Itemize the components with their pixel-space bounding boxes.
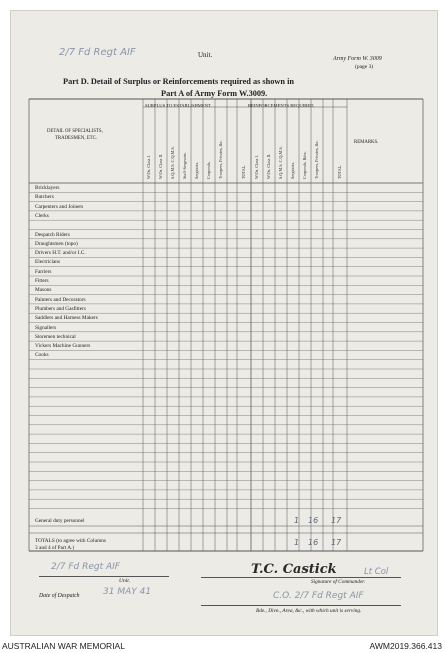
detail-header-2: TRADESMEN, ETC.	[55, 136, 97, 141]
reinforcement-column-header: W.Os. Class II.	[266, 153, 271, 179]
row-label: Painters and Decorators	[35, 296, 86, 303]
row-label: Plumbers and Gasfitters	[35, 305, 86, 312]
row-label: Storemen technical	[35, 333, 76, 340]
row-label: Carpenters and Joiners	[35, 203, 84, 210]
reinforcements-header: REINFORCEMENTS REQUIRED.	[248, 103, 315, 108]
page-reference: (page 3)	[355, 64, 374, 70]
footer-right: AWM2019.366.413	[369, 641, 442, 651]
bde-handwritten: C.O. 2/7 Fd Regt AIF	[273, 591, 364, 601]
row-label: Bricklayers	[35, 185, 60, 191]
date-label: Date of Despatch	[39, 593, 80, 599]
row-label: Vickers Machine Gunners	[35, 343, 91, 350]
signature-rank: Lt Col	[364, 567, 389, 577]
row-label: Clerks	[35, 212, 49, 219]
title-line-2: Part A of Army Form W.3009.	[161, 89, 268, 98]
unit-label: Unit.	[198, 51, 213, 59]
signoff-unit-label: Unit.	[119, 578, 131, 584]
signature-label: Signature of Commander.	[311, 579, 366, 585]
reinforcement-column-header: Corporals. Bdrs.	[302, 151, 307, 179]
surplus-column-header: W.Os. Class II.	[158, 153, 163, 179]
reinforcement-column-header: Sergeants.	[290, 161, 295, 179]
unit-handwritten: 2/7 Fd Regt AIF	[59, 47, 136, 58]
totals-value-1: 1	[294, 538, 300, 547]
unit-line	[39, 576, 169, 577]
surplus-column-header: S.Q.M.S. C.Q.M.S.	[170, 146, 175, 179]
bde-label: Bde., Divn., Area, &c., with which unit is serving.	[256, 608, 362, 614]
signature-line	[201, 577, 401, 578]
title-line-1: Part D. Detail of Surplus or Reinforcements required as shown in	[63, 77, 295, 86]
totals-label-2: 3 and 4 of Part A.)	[35, 545, 75, 551]
surplus-column-header: Corporals.	[206, 161, 211, 179]
surplus-column-header: Troopers, Privates, &c.	[218, 140, 223, 179]
table-grid	[11, 11, 437, 571]
surplus-column-header: W.Os. Class I.	[146, 155, 151, 179]
surplus-column-header: TOTAL.	[241, 164, 246, 179]
reinforcement-column-header: Troopers, Privates, &c.	[314, 140, 319, 179]
row-label: Fitters	[35, 278, 49, 284]
row-label: Draughtsmen (topo)	[35, 240, 78, 247]
reinforcement-column-header: TOTAL.	[337, 164, 342, 179]
totals-label-1: TOTALS (to agree with Columns	[35, 538, 106, 544]
general-duty-value-3: 17	[331, 516, 342, 525]
signoff-unit-handwritten: 2/7 Fd Regt AIF	[51, 562, 120, 572]
row-label: Saddlers and Harness Makers	[35, 315, 98, 322]
surplus-header: SURPLUS TO ESTABLISHMENT.	[145, 103, 212, 108]
row-label: Cooks	[35, 352, 49, 359]
general-duty-label: General duty personnel	[35, 518, 85, 524]
surplus-column-header: Staff-Sergeants.	[182, 152, 187, 179]
totals-value-3: 17	[331, 538, 342, 547]
row-label: Despatch Riders	[35, 231, 70, 238]
date-handwritten: 31 MAY 41	[103, 587, 152, 597]
bde-line	[201, 605, 401, 606]
reinforcement-column-header: S.Q.M.S. C.Q.M.S.	[278, 146, 283, 179]
footer-left: AUSTRALIAN WAR MEMORIAL	[2, 641, 125, 651]
archive-footer	[0, 641, 446, 653]
form-reference: Army Form W. 3009	[333, 56, 382, 62]
general-duty-value-2: 16	[308, 516, 319, 525]
row-label: Drivers H.T. and/or I.C.	[35, 250, 86, 257]
row-label: Butchers	[35, 194, 54, 201]
form-sheet	[10, 10, 438, 636]
commander-signature: T.C. Castick	[251, 562, 337, 577]
row-label: Electricians	[35, 259, 60, 266]
row-label: Signallers	[35, 324, 57, 331]
remarks-header: REMARKS.	[354, 140, 379, 145]
row-label: Masons	[35, 287, 52, 294]
reinforcement-column-header: W.Os. Class I.	[254, 155, 259, 179]
surplus-column-header: Sergeants.	[194, 161, 199, 179]
general-duty-value-1: 1	[294, 516, 300, 525]
row-label: Farriers	[35, 268, 52, 275]
detail-header-1: DETAIL OF SPECIALISTS,	[47, 129, 103, 134]
totals-value-2: 16	[308, 538, 319, 547]
